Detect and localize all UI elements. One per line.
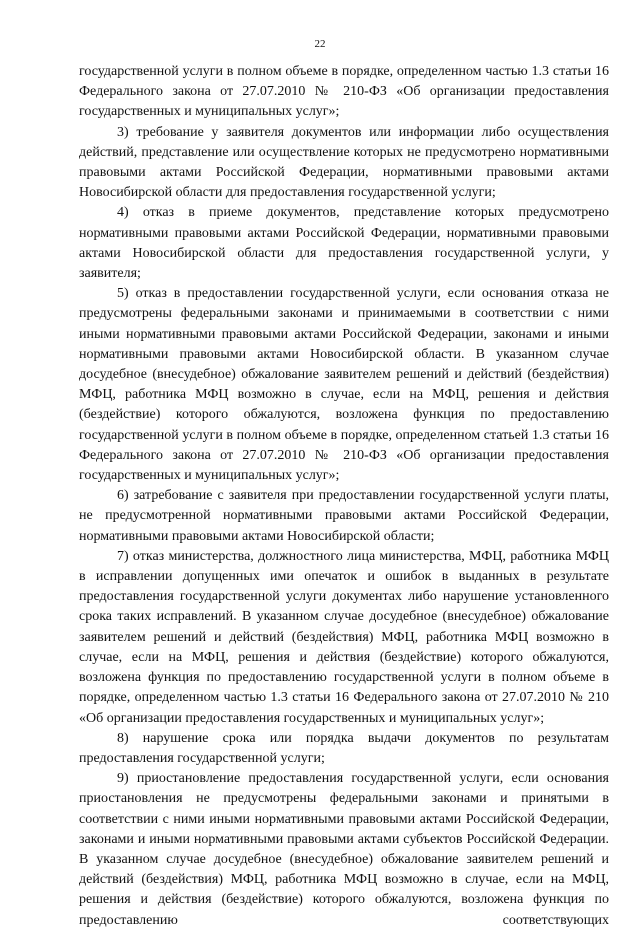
document-body: [79, 62, 609, 931]
paragraph-item-6: 6) затребование с заявителя при предоставлении государственной услуги платы, не предусмотренной нормативными правовыми актами Российской Федерации, нормативными правовыми актами Новосибирской области;: [79, 488, 609, 544]
paragraph-item-9: 9) приостановление предоставления государственной услуги, если основания приостановления не предусмотрены федеральными законами и принятыми в соответствии с ними иными нормативными правовыми актами Российской Федерации, законами и иными нормативными правовыми актами субъектов Российской Федерации. В указанном случае досудебное (внесудебное) обжалование заявителем решений и действий (бездействия) МФЦ, работника МФЦ возможно в случае, если на МФЦ, решения и действия (бездействие) которого обжалуются, возложена функция по предоставлению соответствующих: [79, 771, 609, 928]
paragraph-item-3: 3) требование у заявителя документов или информации либо осуществления действий, представление или осуществление которых не предусмотрено нормативными правовыми актами Российской Федерации, нормативными правовыми актами Новосибирской области для предоставления государственной услуги;: [79, 124, 609, 201]
paragraph-item-8: 8) нарушение срока или порядка выдачи документов по результатам предоставления государственной услуги;: [79, 730, 609, 766]
paragraph-continuation: государственной услуги в полном объеме в порядке, определенном частью 1.3 статьи 16 Федерального закона от 27.07.2010 № 210-ФЗ «Об организации предоставления государственных и муниципальных услуг»;: [79, 64, 609, 120]
paragraph-item-7: 7) отказ министерства, должностного лица министерства, МФЦ, работника МФЦ в исправлении допущенных ими опечаток и ошибок в выданных в результате предоставления государственной услуги документах либо нарушение установленного срока таких исправлений. В указанном случае досудебное (внесудебное) обжалование заявителем решений и действий (бездействия) МФЦ, работника МФЦ возможно в случае, если на МФЦ, решения и действия (бездействие) которого обжалуются, возложена функция по предоставлению государственной услуги в полном объеме в порядке, определенном частью 1.3 статьи 16 Федерального закона от 27.07.2010 № 210 «Об организации предоставления государственных и муниципальных услуг»;: [79, 548, 609, 726]
paragraph-item-5: 5) отказ в предоставлении государственной услуги, если основания отказа не предусмотрены федеральными законами и принимаемыми в соответствии с ними иными нормативными правовыми актами Российской Федерации, законами и иными нормативными правовыми актами Новосибирской области. В указанном случае досудебное (внесудебное) обжалование заявителем решений и действий (бездействия) МФЦ, работника МФЦ возможно в случае, если на МФЦ, решения и действия (бездействие) которого обжалуются, возложена функция по предоставлению государственной услуги в полном объеме в порядке, определенном статьей 1.3 статьи 16 Федерального закона от 27.07.2010 № 210-ФЗ «Об организации предоставления государственных и муниципальных услуг»;: [79, 286, 609, 484]
paragraph-item-4: 4) отказ в приеме документов, представление которых предусмотрено нормативными правовыми актами Российской Федерации, нормативными правовыми актами Новосибирской области для предоставления государственной услуги, у заявителя;: [79, 205, 609, 282]
page-number: 22: [314, 38, 326, 50]
